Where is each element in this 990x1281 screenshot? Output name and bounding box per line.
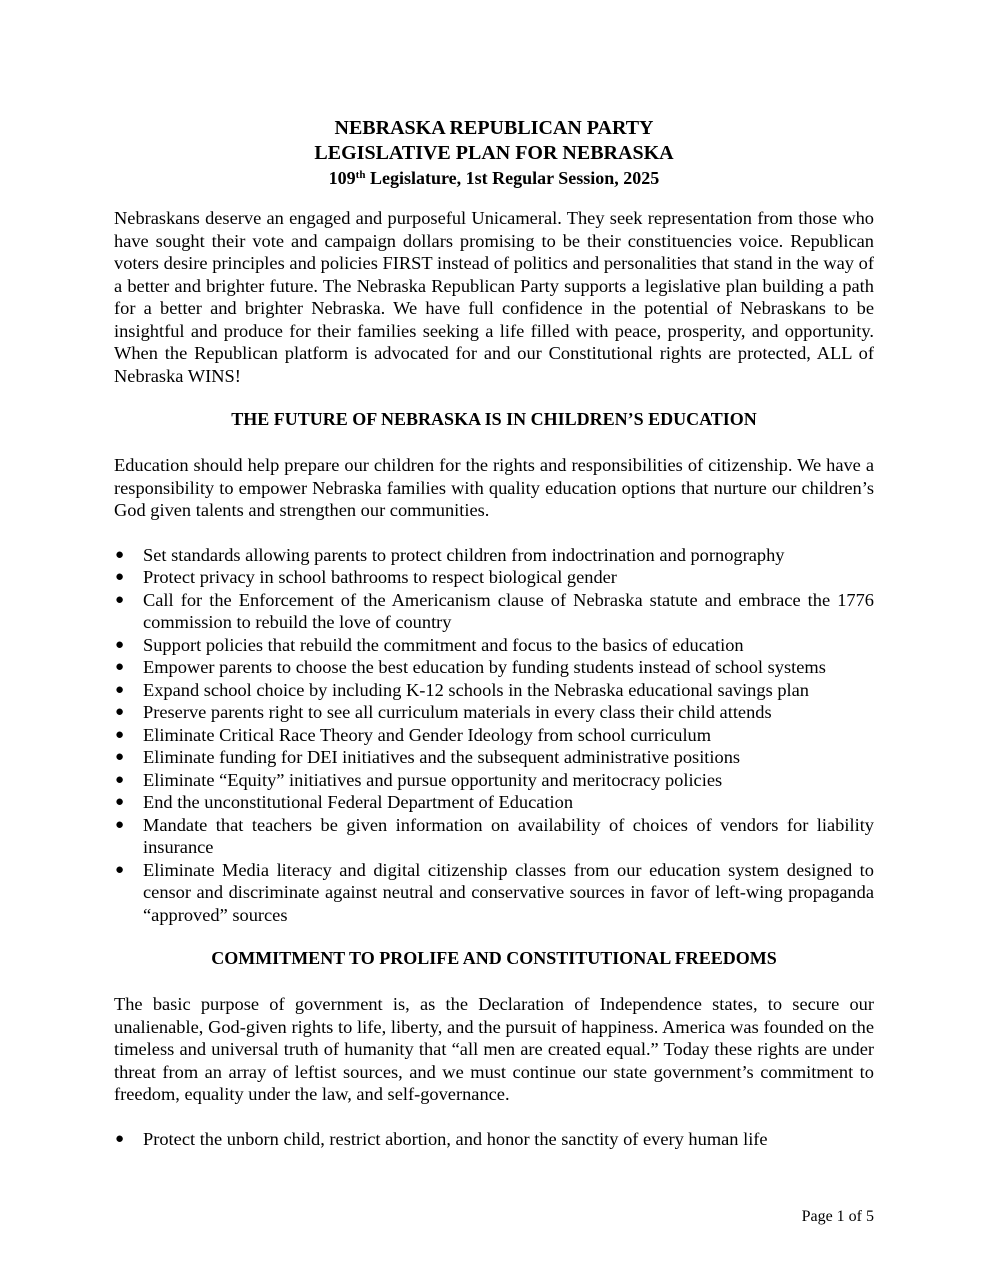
- bullet-icon: ●: [115, 861, 125, 878]
- session-number: 109: [328, 168, 356, 188]
- list-item-text: Preserve parents right to see all curriculum materials in every class their child attends: [143, 702, 772, 722]
- list-item: [114, 566, 874, 589]
- list-item: [114, 634, 874, 657]
- list-item: [114, 859, 874, 927]
- list-item: [114, 769, 874, 792]
- bullet-icon: ●: [115, 591, 125, 608]
- list-item: [114, 814, 874, 859]
- list-item-text: Empower parents to choose the best education by funding students instead of school systems: [143, 657, 826, 677]
- education-paragraph: Education should help prepare our children for the rights and responsibilities of citizenship. We have a responsibility to empower Nebraska families with quality education options that nurture our children’s God given talents and strengthen our communities.: [114, 455, 874, 520]
- list-item: [114, 791, 874, 814]
- education-bullet-list: [114, 544, 874, 927]
- list-item-text: Eliminate Media literacy and digital citizenship classes from our education system designed to censor and discriminate against neutral and conservative sources in favor of left-wing propaganda “approved” sources: [143, 859, 874, 925]
- bullet-icon: ●: [115, 569, 125, 585]
- document-title-line-1: NEBRASKA REPUBLICAN PARTY: [334, 117, 654, 139]
- bullet-icon: ●: [115, 704, 125, 720]
- session-rest: Legislature, 1st Regular Session, 2025: [365, 168, 660, 188]
- bullet-icon: ●: [115, 546, 125, 563]
- page-number: Page 1 of 5: [801, 1208, 874, 1225]
- list-item-text: Expand school choice by including K-12 schools in the Nebraska educational savings plan: [143, 679, 809, 700]
- list-item-text: Support policies that rebuild the commitment and focus to the basics of education: [143, 634, 744, 655]
- list-item-text: Call for the Enforcement of the Americanism clause of Nebraska statute and embrace the 1776 commission to rebuild the love of country: [143, 589, 874, 632]
- freedoms-paragraph: The basic purpose of government is, as the Declaration of Independence states, to secure our unalienable, God-given rights to life, liberty, and the pursuit of happiness. America was founded on the timeless and universal truth of humanity that “all men are created equal.” Today these rights are under threat from an array of leftist sources, and we must continue our state government’s commitment to freedom, equality under the law, and self-governance.: [114, 994, 874, 1104]
- bullet-icon: ●: [115, 636, 125, 653]
- list-item: [114, 701, 874, 724]
- list-item-text: Protect privacy in school bathrooms to respect biological gender: [143, 567, 617, 587]
- bullet-icon: ●: [115, 749, 125, 765]
- bullet-icon: ●: [115, 794, 125, 810]
- freedoms-bullet-list: [114, 1128, 874, 1151]
- list-item: [114, 544, 874, 567]
- list-item: [114, 679, 874, 702]
- session-superscript: th: [355, 169, 366, 181]
- list-item: [114, 746, 874, 769]
- list-item-text: End the unconstitutional Federal Department of Education: [143, 792, 574, 812]
- freedoms-heading: COMMITMENT TO PROLIFE AND CONSTITUTIONAL FREEDOMS: [211, 948, 777, 968]
- list-item-text: Set standards allowing parents to protect children from indoctrination and pornography: [143, 544, 785, 565]
- bullet-icon: ●: [115, 681, 125, 698]
- bullet-icon: ●: [115, 659, 125, 675]
- session-subtitle: [114, 166, 874, 191]
- education-heading: THE FUTURE OF NEBRASKA IS IN CHILDREN’S EDUCATION: [231, 409, 757, 429]
- list-item-text: Eliminate funding for DEI initiatives and the subsequent administrative positions: [143, 747, 741, 767]
- bullet-icon: ●: [115, 1130, 125, 1147]
- list-item-text: Eliminate Critical Race Theory and Gender Ideology from school curriculum: [143, 724, 712, 745]
- list-item-text: Mandate that teachers be given information on availability of choices of vendors for liability insurance: [143, 814, 874, 857]
- list-item-text: Protect the unborn child, restrict abortion, and honor the sanctity of every human life: [143, 1128, 768, 1149]
- document-title-line-2: LEGISLATIVE PLAN FOR NEBRASKA: [314, 142, 674, 164]
- list-item: [114, 656, 874, 679]
- bullet-icon: ●: [115, 816, 125, 833]
- bullet-icon: ●: [115, 726, 125, 743]
- list-item: [114, 1128, 874, 1151]
- page-content: [114, 116, 874, 1150]
- list-item: [114, 589, 874, 634]
- list-item: [114, 724, 874, 747]
- list-item-text: Eliminate “Equity” initiatives and pursue opportunity and meritocracy policies: [143, 769, 723, 790]
- bullet-icon: ●: [115, 771, 125, 788]
- intro-paragraph: Nebraskans deserve an engaged and purposeful Unicameral. They seek representation from those who have sought their vote and campaign dollars promising to be their constituencies voice. Republican voters desire principles and policies FIRST instead of politics and personalities that stand in the way of a better and brighter future. The Nebraska Republican Party supports a legislative plan building a path for a better and brighter Nebraska. We have full confidence in the potential of Nebraskans to be insightful and produce for their families seeking a life filled with peace, prosperity, and opportunity. When the Republican platform is advocated for and our Constitutional rights are protected, ALL of Nebraska WINS!: [114, 208, 874, 386]
